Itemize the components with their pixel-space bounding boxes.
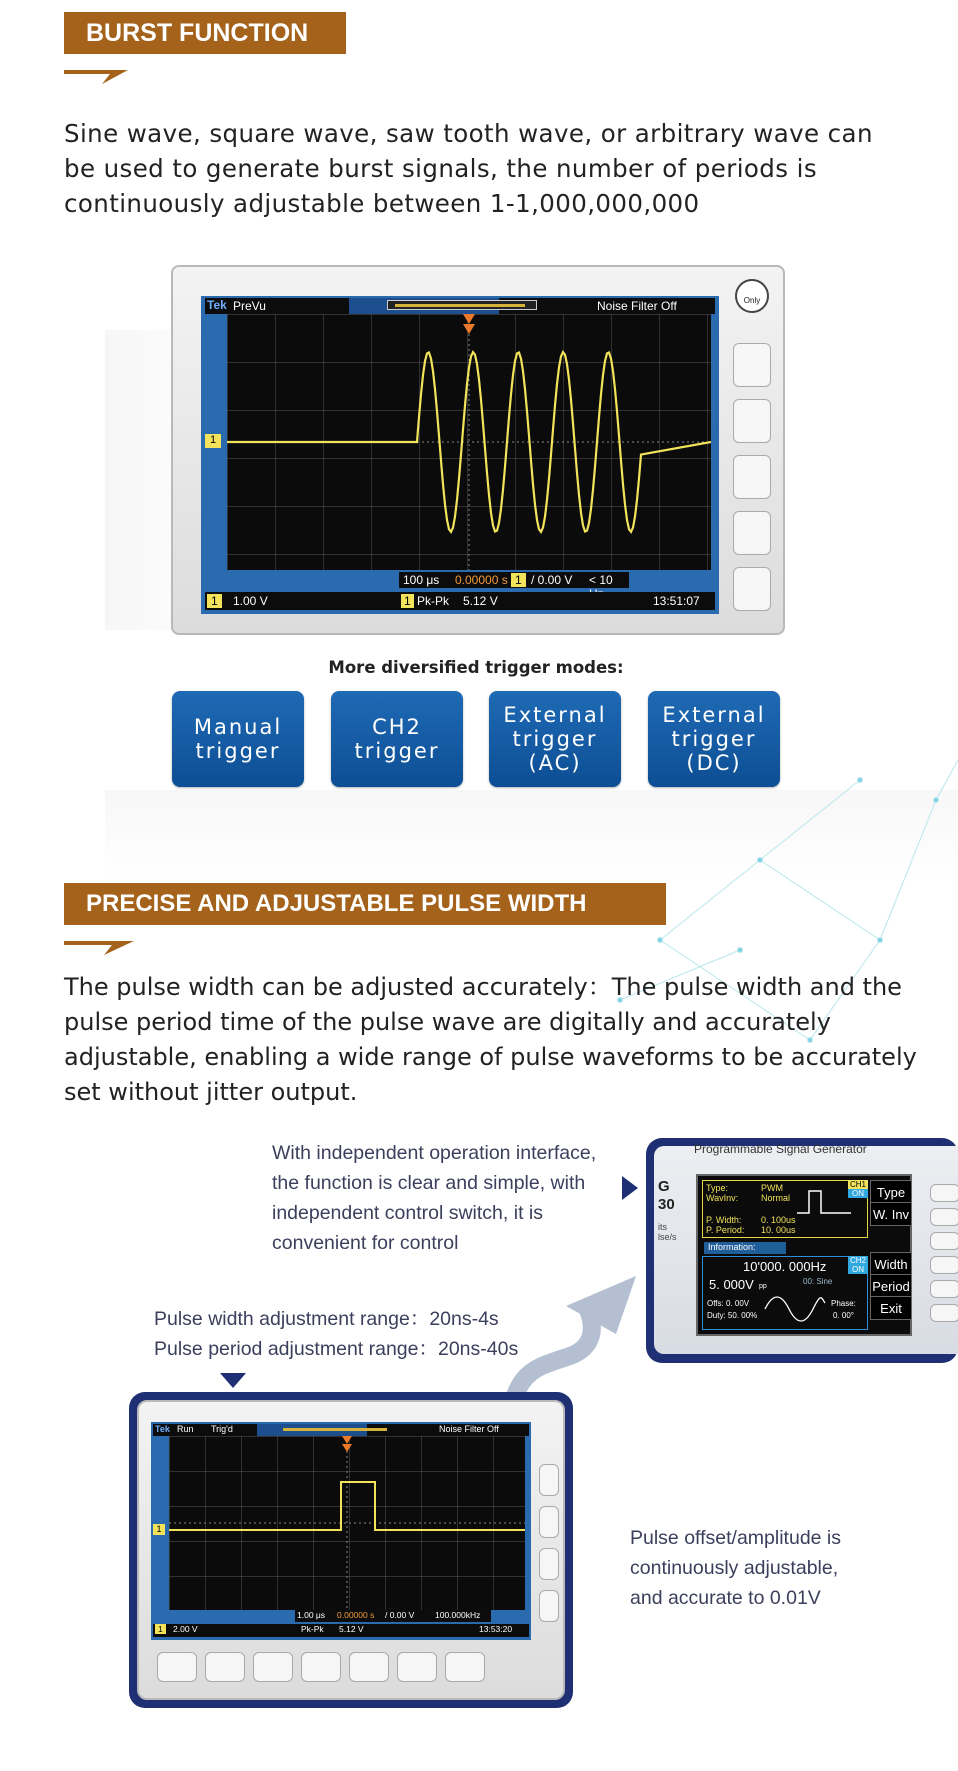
pulse-banner-title: PRECISE AND ADJUSTABLE PULSE WIDTH [86,890,587,917]
scope2-bottom-key-7[interactable] [445,1652,485,1682]
generator-header: Programmable Signal Generator [694,1142,867,1156]
scope2-screen [151,1422,531,1640]
measurement-value: 5.12 V [463,594,498,608]
scope2-side-key-2[interactable] [539,1506,559,1538]
scope2-trigd: Trig'd [211,1424,233,1434]
trigger-level: / 0.00 V [531,573,573,587]
noise-filter-status: Noise Filter Off [597,299,677,313]
generator-key-2[interactable] [930,1208,958,1226]
oscilloscope-pulse [137,1400,565,1700]
side-key-5[interactable] [733,567,771,611]
generator-key-6[interactable] [930,1304,958,1322]
side-key-3[interactable] [733,455,771,499]
meas-badge: 1 [401,594,414,608]
pointer-down-icon [220,1373,246,1388]
scope2-measurement-type: Pk-Pk [301,1624,324,1634]
scope2-trigger-level: / 0.00 V [385,1610,415,1620]
ch1-label: CH1 [849,1180,866,1189]
softkey-wave-invert[interactable]: W. Inv [870,1202,912,1226]
generator-model-edge: G 30 [658,1178,675,1213]
scope2-timebase: 1.00 μs [297,1610,326,1620]
channel-badge: 1 [207,594,222,608]
sine-label: 00: Sine [803,1277,833,1286]
ch2-status [848,1256,868,1278]
amplitude-unit: pp [759,1283,767,1290]
interface-note: With independent operation interface, the function is clear and simple, with independent control switch, it is convenient for control [272,1142,597,1254]
scope-readout-row2 [205,592,715,610]
pulse-banner-arrow [64,935,140,957]
generator-key-3[interactable] [930,1232,958,1250]
burst-banner-arrow [64,64,134,86]
scope2-side-key-1[interactable] [539,1464,559,1496]
pulse-period-label: P. Period: [706,1225,745,1235]
side-key-1[interactable] [733,343,771,387]
scope-brand: Tek [207,298,227,312]
only-badge-icon [735,279,769,313]
measurement-type: Pk-Pk [417,594,450,608]
scope2-bottom-key-2[interactable] [205,1652,245,1682]
burst-banner-title: BURST FUNCTION [86,18,309,47]
pulse-banner [64,883,666,925]
burst-description: Sine wave, square wave, saw tooth wave, or arbitrary wave can be used to generate burst signals, the number of periods is continuously adjustable between 1-1,000,000,000 [64,119,873,218]
scope2-clock: 13:53:20 [479,1624,513,1634]
trigger-channel: 1 [511,573,526,587]
generator-display [696,1174,912,1336]
scope-readout-row1 [399,572,629,588]
ch1-status [848,1180,868,1202]
timebase: 100 μs [403,573,440,587]
pointer-right-icon [622,1176,638,1200]
frequency-readout: < 10 [589,573,613,587]
scope2-channel-marker: 1 [153,1524,165,1535]
wavinv-value: Normal [761,1193,791,1203]
external-ac-trigger-button[interactable]: External trigger (AC) [489,691,621,787]
type-value: PWM [761,1183,783,1193]
phase-value: 0. 00° [833,1311,854,1320]
wavinv-label: WavInv: [706,1193,739,1203]
channel-marker: 1 [205,434,221,448]
ch1-state: ON [848,1189,868,1198]
pulse-description: The pulse width can be adjusted accurately：The pulse width and the pulse period time of the pulse wave are digitally and accurately adjustable, enabling a wide range of pulse waveforms to be accurately set without jitter output. [64,973,917,1106]
softkey-period[interactable]: Period [870,1274,912,1298]
scope2-side-key-3[interactable] [539,1548,559,1580]
scope2-bottom-key-3[interactable] [253,1652,293,1682]
scope2-noise-filter: Noise Filter Off [439,1424,499,1434]
scope2-record-bar [257,1424,367,1436]
offset-note: Pulse offset/amplitude is continuously adjustable, and accurate to 0.01V [630,1527,842,1609]
scope2-measurement-value: 5.12 V [339,1624,364,1634]
scope2-channel-volts: 2.00 V [173,1624,198,1634]
ch2-state: ON [848,1265,868,1274]
only-badge-text: Only [743,296,761,305]
generator-key-1[interactable] [930,1184,958,1202]
trigger-time: 0.00000 s [455,573,508,587]
manual-trigger-button[interactable]: Manual trigger [172,691,304,787]
side-key-2[interactable] [733,399,771,443]
signal-generator-panel [646,1138,958,1363]
generator-key-5[interactable] [930,1280,958,1298]
information-label: Information: [704,1242,786,1254]
ch2-parameter-box [702,1256,868,1330]
scope2-trigger-time: 0.00000 s [337,1610,375,1620]
generator-spec-edge: its lse/s [658,1222,677,1242]
frequency-value: 10'000. 000Hz [743,1259,827,1274]
trigger-modes-title: More diversified trigger modes: [328,658,624,677]
pulse-shape-icon [795,1185,853,1219]
phase-label: Phase: [831,1299,856,1308]
duty-readout: Duty: 50. 00% [707,1311,758,1320]
pulse-waveform [169,1436,525,1610]
sine-wave-icon [763,1293,827,1325]
offset-readout: Offs: 0. 00V [707,1299,750,1308]
scope-mode: PreVu [233,299,266,313]
ch2-label: CH2 [849,1256,866,1265]
pulse-width-value: 0. 100us [761,1215,796,1225]
curved-arrow-icon [500,1270,650,1410]
side-key-4[interactable] [733,511,771,555]
record-bar [349,298,499,314]
scope-screen [201,296,719,614]
scope2-top-bar [153,1424,529,1436]
scope2-brand: Tek [155,1424,170,1434]
scope2-bottom-key-1[interactable] [157,1652,197,1682]
burst-banner [64,12,346,54]
oscilloscope-pulse-frame [129,1392,573,1708]
scope-clock: 13:51:07 [653,594,700,608]
softkey-type[interactable]: Type [870,1180,912,1204]
type-label: Type: [706,1183,729,1193]
oscilloscope-burst [171,265,785,635]
ch1-parameter-box [702,1180,868,1238]
pulse-period-value: 10. 00us [761,1225,796,1235]
ch2-trigger-button[interactable]: CH2 trigger [331,691,463,787]
range-note: Pulse width adjustment range：20ns-4s Pulse period adjustment range：20ns-40s [154,1308,519,1360]
scope-top-bar [205,298,715,314]
softkey-width[interactable]: Width [870,1252,912,1276]
scope2-readout-row1 [295,1610,491,1622]
generator-key-4[interactable] [930,1256,958,1274]
scope2-run: Run [177,1424,194,1434]
softkey-exit[interactable]: Exit [870,1296,912,1320]
scope2-bottom-key-6[interactable] [397,1652,437,1682]
scope2-bottom-key-5[interactable] [349,1652,389,1682]
external-dc-trigger-button[interactable]: External trigger (DC) [648,691,780,787]
burst-waveform [227,314,711,570]
scope2-readout-row2 [153,1624,529,1637]
channel-volts: 1.00 V [233,594,268,608]
generator-faceplate [654,1142,958,1354]
scope2-side-key-4[interactable] [539,1590,559,1622]
scope2-bottom-key-4[interactable] [301,1652,341,1682]
pulse-width-label: P. Width: [706,1215,742,1225]
amplitude-value: 5. 000V [709,1277,754,1292]
scope2-frequency: 100.000kHz [435,1610,481,1620]
scope2-channel-badge: 1 [155,1624,166,1634]
